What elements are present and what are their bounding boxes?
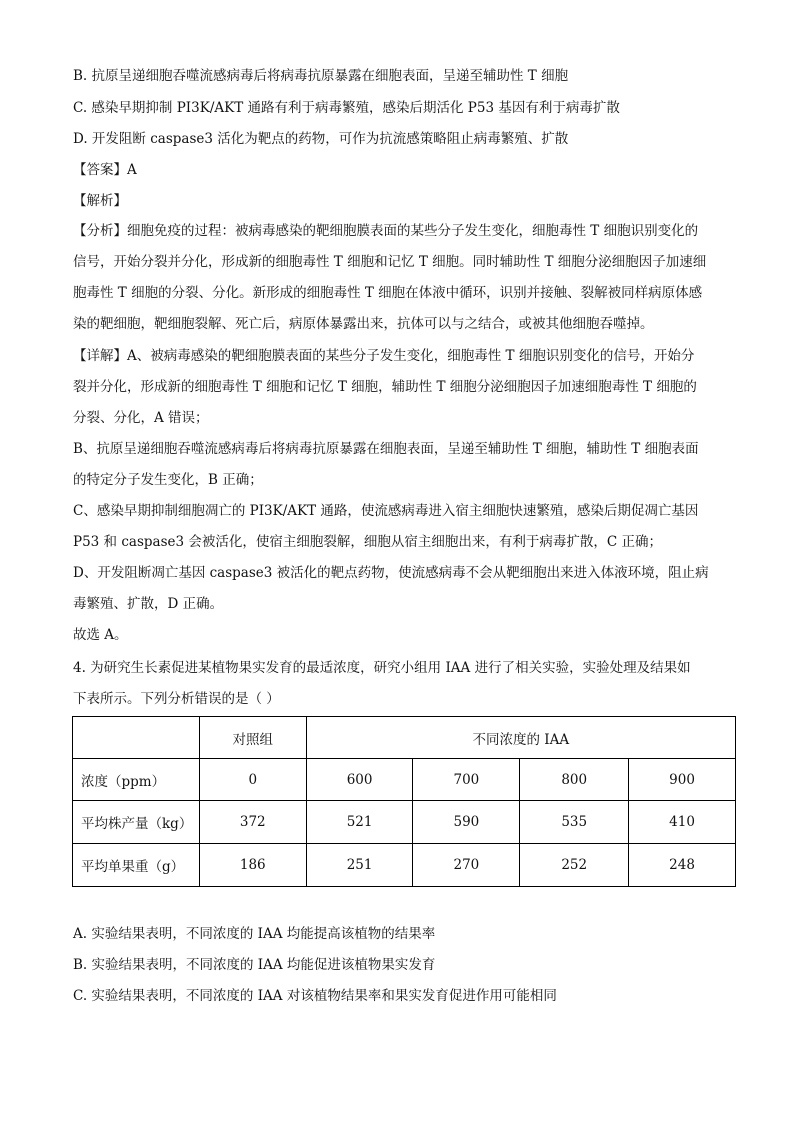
- table-row: [73, 801, 736, 844]
- table-row: [73, 759, 736, 801]
- table-row-label: 平均株产量（kg）: [73, 801, 200, 844]
- option-b-prev: B. 抗原呈递细胞吞噬流感病毒后将病毒抗原暴露在细胞表面，呈递至辅助性 T 细胞: [73, 68, 569, 84]
- table-row: [73, 844, 736, 887]
- detail-line: 毒繁殖、扩散，D 正确。: [73, 596, 224, 612]
- detail-line: 裂并分化，形成新的细胞毒性 T 细胞和记忆 T 细胞，辅助性 T 细胞分泌细胞因子加速细胞毒性 T 细胞的: [73, 379, 697, 395]
- detail-line: D、开发阻断凋亡基因 caspase3 被活化的靶点药物，使流感病毒不会从靶细胞出来进入体液环境，阻止病: [73, 565, 709, 581]
- table-cell: 410: [629, 801, 736, 844]
- analysis-paragraph: [73, 216, 725, 340]
- answer-label: 【答案】A: [73, 162, 137, 178]
- table-cell: 535: [520, 801, 629, 844]
- table-cell: 590: [413, 801, 520, 844]
- table-cell: 600: [306, 759, 413, 801]
- analysis-line: 【分析】细胞免疫的过程：被病毒感染的靶细胞膜表面的某些分子发生变化，细胞毒性 T 细胞识别变化的: [73, 223, 699, 239]
- question-line: 下表所示。下列分析错误的是（ ）: [73, 691, 280, 707]
- detail-line: P53 和 caspase3 会被活化，使宿主细胞裂解，细胞从宿主细胞出来，有利于病毒扩散，C 正确；: [73, 534, 662, 550]
- table-cell: 270: [413, 844, 520, 887]
- table-cell: 252: [520, 844, 629, 887]
- table-row-label: 浓度（ppm）: [73, 759, 200, 801]
- detail-paragraph: [73, 341, 725, 651]
- table-cell: 900: [629, 759, 736, 801]
- option-c-prev: C. 感染早期抑制 PI3K/AKT 通路有利于病毒繁殖，感染后期活化 P53 基因有利于病毒扩散: [73, 100, 620, 116]
- table-corner-cell: [73, 717, 200, 759]
- table-cell: 186: [199, 844, 306, 887]
- option-a: A. 实验结果表明，不同浓度的 IAA 均能提高该植物的结果率: [73, 926, 436, 942]
- table-cell: 800: [520, 759, 629, 801]
- detail-line: 分裂、分化，A 错误；: [73, 410, 209, 426]
- detail-line: 的特定分子发生变化，B 正确；: [73, 472, 263, 488]
- table-cell: 0: [199, 759, 306, 801]
- table-header-control: 对照组: [199, 717, 306, 759]
- option-d-prev: D. 开发阻断 caspase3 活化为靶点的药物，可作为抗流感策略阻止病毒繁殖、扩散: [73, 131, 569, 147]
- analysis-line: 信号，开始分裂并分化，形成新的细胞毒性 T 细胞和记忆 T 细胞。同时辅助性 T 细胞分泌细胞因子加速细: [73, 254, 707, 270]
- option-c: C. 实验结果表明，不同浓度的 IAA 对该植物结果率和果实发育促进作用可能相同: [73, 988, 557, 1004]
- table-cell: 251: [306, 844, 413, 887]
- question-line: 4. 为研究生长素促进某植物果实发育的最适浓度，研究小组用 IAA 进行了相关实验，实验处理及结果如: [73, 660, 691, 676]
- table-cell: 700: [413, 759, 520, 801]
- table-cell: 521: [306, 801, 413, 844]
- table-row-label: 平均单果重（g）: [73, 844, 200, 887]
- detail-line: B、抗原呈递细胞吞噬流感病毒后将病毒抗原暴露在细胞表面，呈递至辅助性 T 细胞，辅助性 T 细胞表面: [73, 441, 699, 457]
- option-b: B. 实验结果表明，不同浓度的 IAA 均能促进该植物果实发育: [73, 957, 436, 973]
- analysis-line: 染的靶细胞，靶细胞裂解、死亡后，病原体暴露出来，抗体可以与之结合，或被其他细胞吞噬掉。: [73, 316, 654, 332]
- analysis-label: 【解析】: [73, 193, 127, 209]
- question-4-stem: [73, 653, 725, 715]
- detail-line: 故选 A。: [73, 627, 128, 643]
- analysis-line: 胞毒性 T 细胞的分裂、分化。新形成的细胞毒性 T 细胞在体液中循环，识别并接触、裂解被同样病原体感: [73, 285, 703, 301]
- iaa-results-table: [72, 716, 736, 887]
- table-cell: 248: [629, 844, 736, 887]
- detail-line: 【详解】A、被病毒感染的靶细胞膜表面的某些分子发生变化，细胞毒性 T 细胞识别变化的信号，开始分: [73, 348, 695, 364]
- table-cell: 372: [199, 801, 306, 844]
- table-header-iaa: 不同浓度的 IAA: [306, 717, 735, 759]
- detail-line: C、感染早期抑制细胞凋亡的 PI3K/AKT 通路，使流感病毒进入宿主细胞快速繁殖，感染后期促凋亡基因: [73, 503, 699, 519]
- table-header-row: [73, 717, 736, 759]
